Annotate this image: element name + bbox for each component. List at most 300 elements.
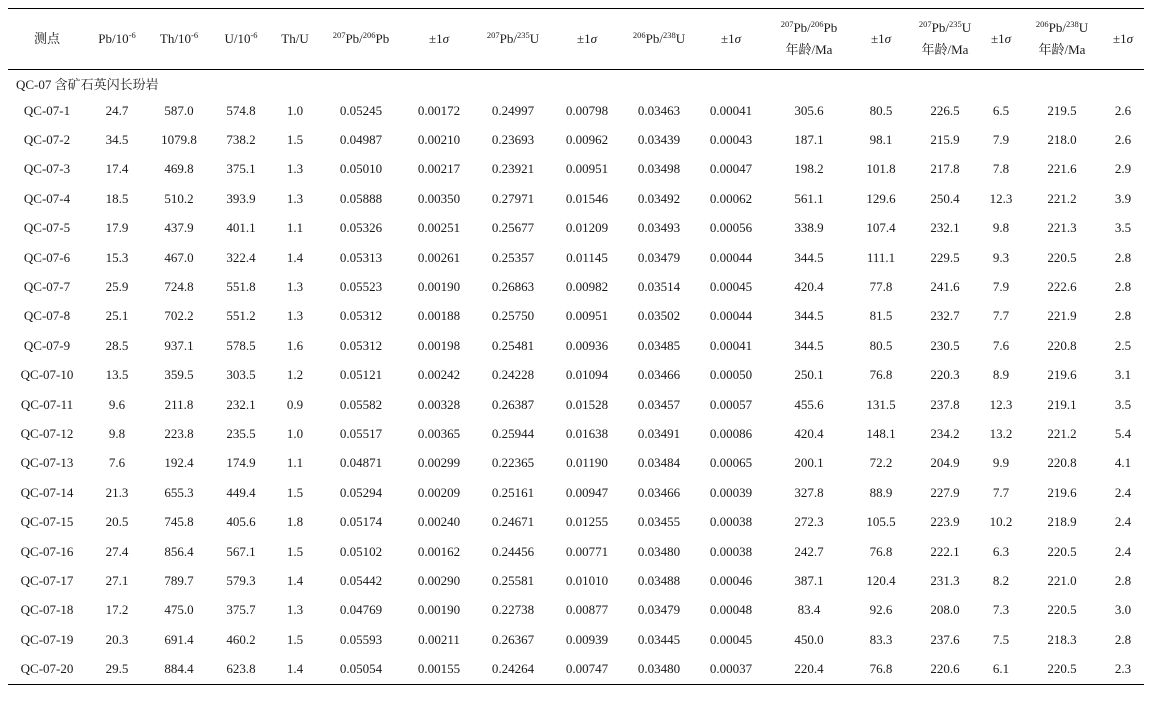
data-cell: 0.00198: [417, 337, 461, 353]
data-cell: 305.6: [794, 102, 824, 118]
section-row: [8, 70, 1144, 97]
table-row: [8, 596, 1144, 625]
col-header-th-u: Th/U: [272, 9, 318, 70]
data-cell: 98.1: [869, 132, 893, 148]
data-cell: 204.9: [930, 455, 960, 471]
data-cell: 0.00190: [417, 602, 461, 618]
data-cell: 1.3: [286, 308, 304, 324]
data-cell: 405.6: [226, 514, 256, 530]
table-row: [8, 654, 1144, 684]
data-cell: 221.2: [1047, 425, 1077, 441]
data-cell: 455.6: [794, 396, 824, 412]
col-header-u: $U/10^{-6}$: [210, 9, 272, 70]
data-cell: 83.3: [869, 631, 893, 647]
data-cell: 0.03480: [637, 543, 681, 559]
data-cell: 218.0: [1047, 132, 1077, 148]
data-cell: 344.5: [794, 249, 824, 265]
data-cell: 76.8: [869, 543, 893, 559]
data-cell: 0.00947: [565, 484, 609, 500]
point-id-cell: QC-07-3: [23, 161, 71, 177]
table-row: [8, 214, 1144, 243]
data-cell: 222.1: [930, 543, 960, 559]
data-cell: 0.00155: [404, 654, 474, 684]
table-row: [8, 272, 1144, 301]
data-cell: 437.9: [164, 220, 194, 236]
data-cell: 0.00046: [709, 572, 753, 588]
data-cell: 6.3: [992, 543, 1010, 559]
data-cell: 21.3: [105, 484, 129, 500]
data-cell: 237.8: [930, 396, 960, 412]
data-cell: 2.4: [1114, 543, 1132, 559]
data-cell: 0.03466: [637, 367, 681, 383]
data-cell: 0.00039: [709, 484, 753, 500]
data-cell: 10.2: [989, 514, 1013, 530]
data-cell: 0.00261: [417, 249, 461, 265]
data-cell: 7.9: [992, 279, 1010, 295]
data-cell: 217.8: [930, 161, 960, 177]
data-cell: 221.2: [1047, 190, 1077, 206]
point-id-cell: QC-07-4: [23, 190, 71, 206]
data-cell: 579.3: [226, 572, 256, 588]
data-cell: 223.9: [930, 514, 960, 530]
data-cell: 80.5: [869, 102, 893, 118]
data-cell: 1.1: [286, 220, 304, 236]
point-id-cell: QC-07-11: [20, 396, 74, 412]
data-cell: 7.6: [108, 455, 126, 471]
data-cell: 17.2: [105, 602, 129, 618]
col-header-age-206pb-238u: $^{206}$Pb/$^{238}$U 年龄/Ma: [1022, 9, 1102, 70]
data-cell: 0.01528: [565, 396, 609, 412]
data-cell: 187.1: [794, 132, 824, 148]
data-cell: 208.0: [930, 602, 960, 618]
col-header-207pb-235u: $^{207}$Pb/$^{235}$U: [474, 9, 552, 70]
data-cell: 0.9: [286, 396, 304, 412]
data-cell: 0.00041: [709, 337, 753, 353]
point-id-cell: QC-07-14: [20, 484, 74, 500]
col-header-err-2: ±1σ: [552, 9, 622, 70]
data-cell: 1.2: [286, 367, 304, 383]
data-cell: 9.3: [992, 249, 1010, 265]
data-cell: 884.4: [148, 654, 210, 684]
data-cell: 2.3: [1102, 654, 1144, 684]
data-cell: 27.4: [105, 543, 129, 559]
data-cell: 0.03466: [637, 484, 681, 500]
table-row: [8, 331, 1144, 360]
data-cell: 0.03498: [637, 161, 681, 177]
data-cell: 241.6: [930, 279, 960, 295]
data-cell: 1.1: [286, 455, 304, 471]
point-id-cell: QC-07-5: [23, 220, 71, 236]
data-cell: 0.00771: [565, 543, 609, 559]
point-id-cell: QC-07-8: [23, 308, 71, 324]
table-row: [8, 449, 1144, 478]
data-cell: 0.05888: [339, 190, 383, 206]
data-cell: 0.05312: [339, 337, 383, 353]
data-cell: 9.6: [108, 396, 126, 412]
point-id-cell: QC-07-13: [20, 455, 74, 471]
data-cell: 450.0: [794, 631, 824, 647]
data-cell: 0.00936: [565, 337, 609, 353]
data-cell: 0.00047: [709, 161, 753, 177]
data-cell: 387.1: [794, 572, 824, 588]
data-cell: 0.01209: [565, 220, 609, 236]
data-cell: 250.4: [930, 190, 960, 206]
data-cell: 0.03479: [637, 249, 681, 265]
data-cell: 27.1: [105, 572, 129, 588]
data-cell: 13.5: [105, 367, 129, 383]
data-cell: 0.00328: [417, 396, 461, 412]
data-cell: 0.00188: [417, 308, 461, 324]
data-cell: 0.00251: [417, 220, 461, 236]
data-cell: 29.5: [86, 654, 148, 684]
data-cell: 0.03439: [637, 132, 681, 148]
data-cell: 420.4: [794, 425, 824, 441]
data-cell: 0.00045: [709, 279, 753, 295]
data-cell: 222.6: [1047, 279, 1077, 295]
data-cell: 0.24671: [491, 514, 535, 530]
data-cell: 92.6: [869, 602, 893, 618]
data-cell: 1.3: [286, 602, 304, 618]
point-id-cell: QC-07-19: [20, 631, 74, 647]
data-cell: 221.3: [1047, 220, 1077, 236]
point-id-cell: QC-07-1: [23, 102, 71, 118]
data-cell: 2.6: [1114, 132, 1132, 148]
data-cell: 4.1: [1114, 455, 1132, 471]
data-cell: 3.5: [1114, 396, 1132, 412]
table-row: [8, 243, 1144, 272]
table-row: [8, 478, 1144, 507]
data-cell: 510.2: [164, 190, 194, 206]
data-cell: 101.8: [866, 161, 896, 177]
data-cell: 235.5: [226, 425, 256, 441]
data-cell: 0.05245: [339, 102, 383, 118]
data-cell: 129.6: [866, 190, 896, 206]
data-cell: 88.9: [869, 484, 893, 500]
data-cell: 1079.8: [161, 132, 197, 148]
data-cell: 220.5: [1047, 602, 1077, 618]
data-cell: 9.9: [992, 455, 1010, 471]
data-cell: 1.0: [286, 102, 304, 118]
data-cell: 7.5: [992, 631, 1010, 647]
data-cell: 0.03457: [637, 396, 681, 412]
data-cell: 2.4: [1114, 484, 1132, 500]
point-id-cell: QC-07-6: [23, 249, 71, 265]
data-cell: 5.4: [1114, 425, 1132, 441]
data-cell: 702.2: [164, 308, 194, 324]
data-cell: 0.00045: [709, 631, 753, 647]
data-cell: 0.05582: [339, 396, 383, 412]
table-row: [8, 184, 1144, 213]
data-cell: 0.00350: [417, 190, 461, 206]
data-cell: 0.00877: [565, 602, 609, 618]
data-cell: 229.5: [930, 249, 960, 265]
data-cell: 0.22365: [491, 455, 535, 471]
data-cell: 1.8: [286, 514, 304, 530]
data-cell: 13.2: [989, 425, 1013, 441]
data-cell: 17.9: [105, 220, 129, 236]
data-cell: 148.1: [866, 425, 896, 441]
data-cell: 0.23921: [491, 161, 535, 177]
data-cell: 7.7: [992, 308, 1010, 324]
data-cell: 219.6: [1047, 484, 1077, 500]
data-cell: 34.5: [105, 132, 129, 148]
col-header-err-4: ±1σ: [852, 9, 910, 70]
data-cell: 393.9: [226, 190, 256, 206]
data-cell: 0.24997: [491, 102, 535, 118]
data-cell: 0.00044: [709, 308, 753, 324]
data-cell: 9.8: [108, 425, 126, 441]
data-cell: 561.1: [794, 190, 824, 206]
data-cell: 174.9: [226, 455, 256, 471]
col-header-err-6: ±1σ: [1102, 9, 1144, 70]
data-cell: 221.6: [1047, 161, 1077, 177]
data-cell: 0.01094: [565, 367, 609, 383]
col-header-pb: $Pb/10^{-6}$: [86, 9, 148, 70]
data-cell: 1.5: [286, 132, 304, 148]
data-cell: 1.5: [286, 484, 304, 500]
data-cell: 242.7: [794, 543, 824, 559]
data-cell: 234.2: [930, 425, 960, 441]
data-cell: 467.0: [164, 249, 194, 265]
data-cell: 856.4: [164, 543, 194, 559]
point-id-cell: QC-07-7: [23, 279, 71, 295]
data-cell: 81.5: [869, 308, 893, 324]
data-cell: 7.8: [992, 161, 1010, 177]
data-cell: 220.6: [910, 654, 980, 684]
table-row: [8, 125, 1144, 154]
data-cell: 18.5: [105, 190, 129, 206]
data-cell: 219.5: [1047, 102, 1077, 118]
data-cell: 131.5: [866, 396, 896, 412]
data-cell: 0.04987: [339, 132, 383, 148]
data-cell: 218.9: [1047, 514, 1077, 530]
data-cell: 0.00939: [565, 631, 609, 647]
data-cell: 0.00951: [565, 161, 609, 177]
point-id-cell: QC-07-15: [20, 514, 74, 530]
data-cell: 220.8: [1047, 455, 1077, 471]
data-cell: 551.8: [226, 279, 256, 295]
col-header-207pb-206pb: $^{207}$Pb/$^{206}$Pb: [318, 9, 404, 70]
data-cell: 250.1: [794, 367, 824, 383]
data-cell: 1.3: [286, 279, 304, 295]
data-cell: 0.00065: [709, 455, 753, 471]
data-cell: 3.5: [1114, 220, 1132, 236]
data-cell: 0.00299: [417, 455, 461, 471]
data-cell: 1.5: [286, 543, 304, 559]
data-cell: 0.25161: [491, 484, 535, 500]
data-cell: 0.03502: [637, 308, 681, 324]
data-cell: 3.9: [1114, 190, 1132, 206]
data-cell: 76.8: [852, 654, 910, 684]
data-cell: 9.8: [992, 220, 1010, 236]
data-cell: 724.8: [164, 279, 194, 295]
data-cell: 2.6: [1114, 102, 1132, 118]
data-cell: 0.00057: [709, 396, 753, 412]
table-row: [8, 537, 1144, 566]
data-cell: 0.03455: [637, 514, 681, 530]
data-cell: 0.00044: [709, 249, 753, 265]
data-cell: 0.01546: [565, 190, 609, 206]
data-cell: 0.00747: [552, 654, 622, 684]
data-cell: 7.6: [992, 337, 1010, 353]
table-row: [8, 419, 1144, 448]
data-cell: 1.3: [286, 161, 304, 177]
data-cell: 0.05121: [339, 367, 383, 383]
point-id-cell: QC-07-18: [20, 602, 74, 618]
data-cell: 2.4: [1114, 514, 1132, 530]
data-cell: 0.00190: [417, 279, 461, 295]
data-cell: 12.3: [989, 190, 1013, 206]
data-cell: 218.3: [1047, 631, 1077, 647]
data-cell: 0.05294: [339, 484, 383, 500]
data-cell: 77.8: [869, 279, 893, 295]
data-cell: 0.00951: [565, 308, 609, 324]
data-cell: 0.05054: [318, 654, 404, 684]
data-cell: 20.5: [105, 514, 129, 530]
data-cell: 2.8: [1114, 249, 1132, 265]
data-cell: 623.8: [210, 654, 272, 684]
data-cell: 0.00982: [565, 279, 609, 295]
data-cell: 230.5: [930, 337, 960, 353]
data-cell: 2.9: [1114, 161, 1132, 177]
data-cell: 338.9: [794, 220, 824, 236]
data-cell: 0.00037: [696, 654, 766, 684]
data-cell: 0.00038: [709, 514, 753, 530]
data-cell: 219.6: [1047, 367, 1077, 383]
data-cell: 1.4: [286, 249, 304, 265]
data-cell: 449.4: [226, 484, 256, 500]
data-cell: 7.9: [992, 132, 1010, 148]
data-cell: 0.00162: [417, 543, 461, 559]
data-cell: 0.03479: [637, 602, 681, 618]
data-cell: 3.0: [1114, 602, 1132, 618]
point-id-cell: QC-07-20: [8, 654, 86, 684]
data-cell: 111.1: [866, 249, 896, 265]
data-cell: 375.1: [226, 161, 256, 177]
data-cell: 17.4: [105, 161, 129, 177]
data-cell: 80.5: [869, 337, 893, 353]
point-id-cell: QC-07-16: [20, 543, 74, 559]
point-id-cell: QC-07-12: [20, 425, 74, 441]
data-cell: 0.00798: [565, 102, 609, 118]
data-cell: 0.00962: [565, 132, 609, 148]
data-cell: 0.25750: [491, 308, 535, 324]
data-cell: 0.03484: [637, 455, 681, 471]
data-cell: 0.03492: [637, 190, 681, 206]
data-cell: 0.25357: [491, 249, 535, 265]
data-cell: 7.7: [992, 484, 1010, 500]
data-cell: 220.5: [1047, 249, 1077, 265]
data-cell: 0.25677: [491, 220, 535, 236]
data-cell: 738.2: [226, 132, 256, 148]
data-cell: 0.00242: [417, 367, 461, 383]
data-cell: 107.4: [866, 220, 896, 236]
data-cell: 0.00365: [417, 425, 461, 441]
data-cell: 0.01638: [565, 425, 609, 441]
data-cell: 15.3: [105, 249, 129, 265]
data-cell: 0.00211: [418, 631, 460, 647]
data-cell: 1.3: [286, 190, 304, 206]
data-cell: 2.8: [1114, 308, 1132, 324]
data-cell: 327.8: [794, 484, 824, 500]
data-cell: 587.0: [164, 102, 194, 118]
table-row: [8, 566, 1144, 595]
data-cell: 0.04769: [339, 602, 383, 618]
data-cell: 220.8: [1047, 337, 1077, 353]
data-cell: 0.25944: [491, 425, 535, 441]
point-id-cell: QC-07-17: [20, 572, 74, 588]
data-cell: 460.2: [226, 631, 256, 647]
data-cell: 120.4: [866, 572, 896, 588]
data-cell: 1.0: [286, 425, 304, 441]
section-label: QC-07 含矿石英闪长玢岩: [16, 76, 159, 92]
data-cell: 2.5: [1114, 337, 1132, 353]
data-cell: 76.8: [869, 367, 893, 383]
data-cell: 0.00041: [709, 102, 753, 118]
data-cell: 192.4: [164, 455, 194, 471]
data-cell: 226.5: [930, 102, 960, 118]
data-cell: 0.03491: [637, 425, 681, 441]
data-cell: 0.26863: [491, 279, 535, 295]
data-cell: 0.03488: [637, 572, 681, 588]
data-cell: 0.05523: [339, 279, 383, 295]
data-cell: 0.05326: [339, 220, 383, 236]
data-cell: 25.1: [105, 308, 129, 324]
data-cell: 0.25481: [491, 337, 535, 353]
data-cell: 0.03493: [637, 220, 681, 236]
data-cell: 0.26367: [491, 631, 535, 647]
data-cell: 20.3: [105, 631, 129, 647]
data-cell: 344.5: [794, 337, 824, 353]
data-cell: 24.7: [105, 102, 129, 118]
data-cell: 0.01010: [565, 572, 609, 588]
data-cell: 0.22738: [491, 602, 535, 618]
table-row: [8, 302, 1144, 331]
table-row: [8, 625, 1144, 654]
data-cell: 0.05312: [339, 308, 383, 324]
col-header-age-207pb-206pb: $^{207}$Pb/$^{206}$Pb 年龄/Ma: [766, 9, 852, 70]
data-cell: 0.00062: [709, 190, 753, 206]
data-cell: 344.5: [794, 308, 824, 324]
data-cell: 375.7: [226, 602, 256, 618]
data-cell: 0.00038: [709, 543, 753, 559]
data-cell: 28.5: [105, 337, 129, 353]
data-cell: 7.3: [992, 602, 1010, 618]
data-cell: 3.1: [1114, 367, 1132, 383]
data-cell: 0.24456: [491, 543, 535, 559]
data-cell: 0.01190: [566, 455, 608, 471]
data-cell: 6.1: [980, 654, 1022, 684]
col-header-err-3: ±1σ: [696, 9, 766, 70]
data-cell: 420.4: [794, 279, 824, 295]
col-header-age-207pb-235u: $^{207}$Pb/$^{235}$U 年龄/Ma: [910, 9, 980, 70]
table-row: [8, 390, 1144, 419]
data-cell: 220.3: [930, 367, 960, 383]
data-cell: 12.3: [989, 396, 1013, 412]
data-cell: 221.9: [1047, 308, 1077, 324]
table-row: [8, 96, 1144, 125]
data-cell: 567.1: [226, 543, 256, 559]
data-cell: 0.05593: [339, 631, 383, 647]
point-id-cell: QC-07-9: [23, 337, 71, 353]
data-cell: 1.4: [272, 654, 318, 684]
data-cell: 211.8: [164, 396, 194, 412]
data-cell: 0.03485: [637, 337, 681, 353]
data-cell: 401.1: [226, 220, 256, 236]
data-cell: 551.2: [226, 308, 256, 324]
data-cell: 937.1: [164, 337, 194, 353]
data-cell: 2.8: [1114, 631, 1132, 647]
